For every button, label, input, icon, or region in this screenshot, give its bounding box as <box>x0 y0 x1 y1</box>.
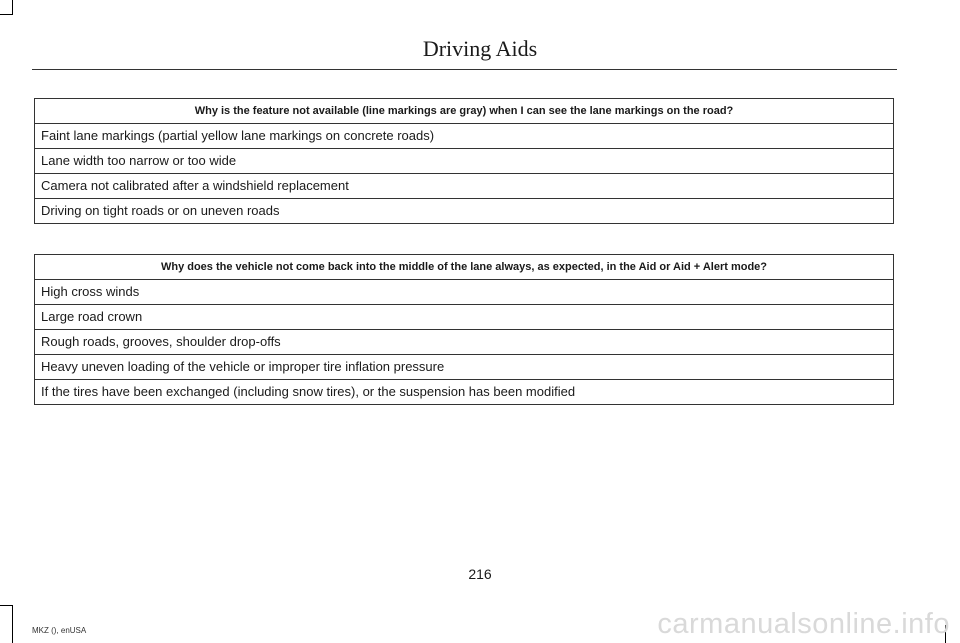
table-cell: Large road crown <box>35 305 894 330</box>
table-row <box>35 199 894 224</box>
table-cell: Camera not calibrated after a windshield replacement <box>35 174 894 199</box>
table-cell: High cross winds <box>35 280 894 305</box>
table-row <box>35 280 894 305</box>
header-divider <box>32 69 897 70</box>
watermark: carmanualsonline.info <box>657 608 950 640</box>
table-row <box>35 305 894 330</box>
table-cell: Rough roads, grooves, shoulder drop-offs <box>35 330 894 355</box>
table-row <box>35 330 894 355</box>
table-cell: Lane width too narrow or too wide <box>35 149 894 174</box>
table-row <box>35 355 894 380</box>
table-cell: Driving on tight roads or on uneven roads <box>35 199 894 224</box>
table-header-row <box>35 99 894 124</box>
page-number: 216 <box>468 566 492 582</box>
crop-mark-top-left <box>12 0 13 14</box>
table-row <box>35 124 894 149</box>
document-code: MKZ (), enUSA <box>32 626 87 635</box>
crop-mark-bottom-left <box>0 605 13 606</box>
table-cell: If the tires have been exchanged (including snow tires), or the suspension has been modified <box>35 380 894 405</box>
table-question: Why does the vehicle not come back into the middle of the lane always, as expected, in the Aid or Aid + Alert mode? <box>35 255 894 280</box>
crop-mark-top-left <box>0 14 13 15</box>
table-question: Why is the feature not available (line markings are gray) when I can see the lane markings on the road? <box>35 99 894 124</box>
table-header-row <box>35 255 894 280</box>
table-row <box>35 380 894 405</box>
troubleshooting-table-centering <box>34 254 894 405</box>
table-row <box>35 174 894 199</box>
troubleshooting-table-availability <box>34 98 894 224</box>
table-row <box>35 149 894 174</box>
crop-mark-bottom-left <box>12 605 13 643</box>
table-cell: Faint lane markings (partial yellow lane markings on concrete roads) <box>35 124 894 149</box>
table-cell: Heavy uneven loading of the vehicle or improper tire inflation pressure <box>35 355 894 380</box>
page-title: Driving Aids <box>422 36 538 61</box>
